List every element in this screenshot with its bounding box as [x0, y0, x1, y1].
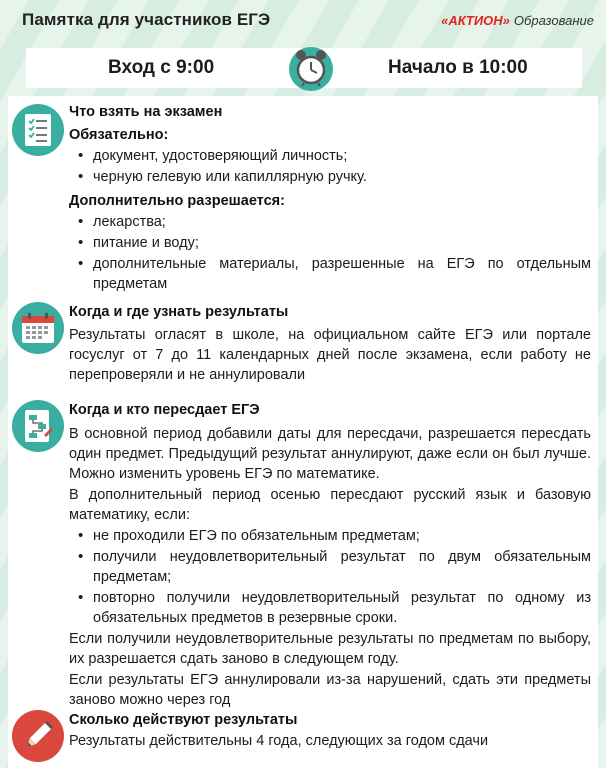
header: [0, 0, 606, 40]
required-title: Обязательно:: [69, 127, 169, 143]
brand-mark: «АКТИОН»: [441, 12, 510, 28]
allowed-list: [69, 212, 591, 294]
results-when-text: Результаты огласят в школе, на официальном сайте ЕГЭ или портале госуслуг от 7 до 11 календарных дней после экзамена, если работу не перепроверяли и не аннулировали: [69, 327, 591, 383]
retake-body: [69, 400, 591, 710]
retake-paragraph-4: Если результаты ЕГЭ аннулировали из-за нарушений, сдать эти предметы заново можно через год: [69, 672, 591, 708]
list-item: • черную гелевую или капиллярную ручку.: [69, 167, 591, 187]
section-title: Когда и где узнать результаты: [69, 304, 289, 320]
retake-paragraph-3: Если получили неудовлетворительные результаты по предметам по выбору, их разрешается сдать заново в следующем году.: [69, 631, 591, 667]
retake-conditions-list: [69, 526, 591, 628]
calendar-icon: [12, 302, 64, 354]
time-bar: [26, 48, 582, 88]
entry-time: Вход с 9:00: [108, 57, 215, 78]
section-title: Когда и кто пересдает ЕГЭ: [69, 402, 260, 418]
list-item: • документ, удостоверяющий личность;: [69, 146, 591, 166]
validity-body: [69, 710, 591, 751]
checklist-icon: [12, 104, 64, 156]
list-item: • дополнительные материалы, разрешенные на ЕГЭ по отдельным предметам: [69, 254, 591, 294]
validity-text: Результаты действительны 4 года, следующих за годом сдачи: [69, 733, 489, 749]
pencil-icon: [12, 710, 64, 762]
alarm-clock-icon: [287, 44, 335, 92]
brand-text: Образование: [513, 12, 594, 28]
brand-logo: [441, 13, 594, 28]
list-item: • питание и воду;: [69, 233, 591, 253]
allowed-title: Дополнительно разрешается:: [69, 193, 285, 209]
page-title: Памятка для участников ЕГЭ: [22, 10, 271, 29]
list-item: • не проходили ЕГЭ по обязательным предметам;: [69, 526, 591, 546]
flowchart-icon: [12, 400, 64, 452]
section-title: Что взять на экзамен: [69, 104, 223, 120]
main-content: [8, 96, 598, 768]
start-time: Начало в 10:00: [388, 57, 528, 78]
results-when-body: [69, 302, 591, 385]
list-item: • повторно получили неудовлетворительный результат по одному из обязательных предметов в резервные сроки.: [69, 588, 591, 628]
retake-paragraph-2: В дополнительный период осенью пересдают русский язык и базовую математику, если:: [69, 487, 591, 523]
retake-paragraph-1: В основной период добавили даты для пересдачи, разрешается пересдать один предмет. Предыдущий результат аннулируют, даже если он был лучше. Можно изменить уровень ЕГЭ по математике.: [69, 426, 591, 482]
section-title: Сколько действуют результаты: [69, 712, 298, 728]
what-to-take-body: [69, 102, 591, 295]
required-list: [69, 146, 591, 187]
list-item: • получили неудовлетворительный результат по двум обязательным предметам;: [69, 547, 591, 587]
list-item: • лекарства;: [69, 212, 591, 232]
